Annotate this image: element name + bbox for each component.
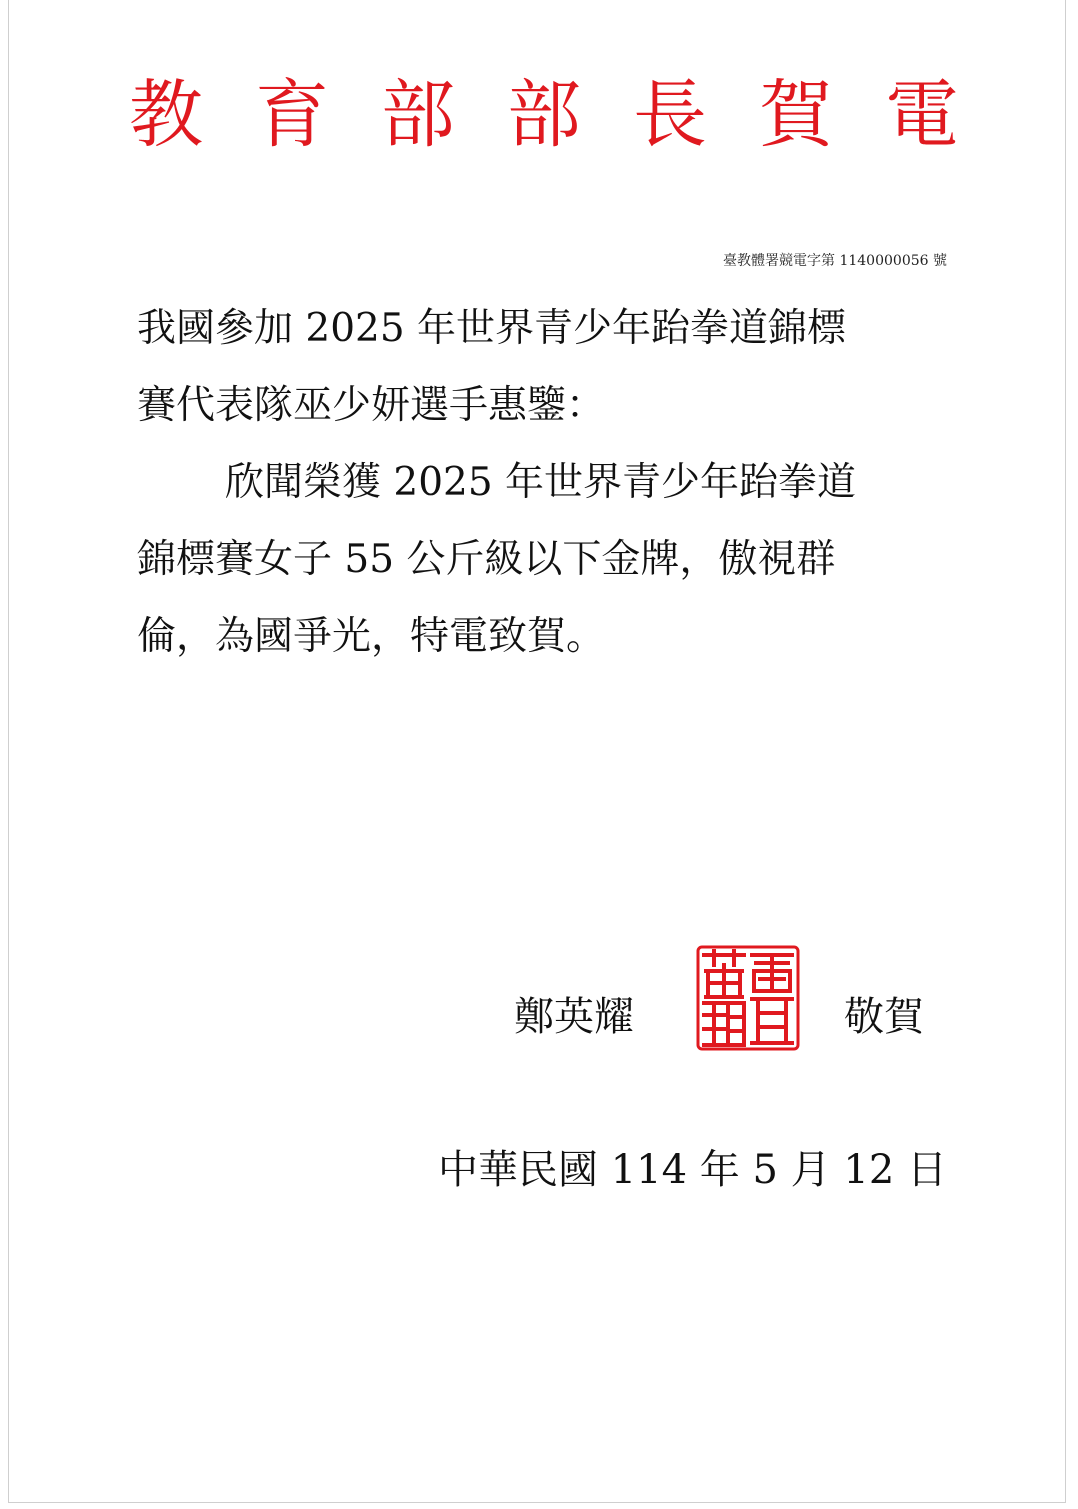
letter-date: 中華民國 114 年 5 月 12 日 [438,1147,947,1193]
official-seal-stamp [694,943,802,1053]
signer-name: 鄭英耀 [514,994,634,1040]
letter-title [129,72,959,158]
document-number: 臺教體署競電字第 1140000056 號 [723,253,947,269]
title-char: 教 [129,72,203,158]
letter-body [137,290,967,675]
body-line-salutation-2: 賽代表隊巫少妍選手惠鑒： [137,383,606,428]
title-char: 長 [633,72,707,158]
body-line-message-3: 倫，為國爭光，特電致賀。 [137,614,606,659]
body-line-message-1: 欣聞榮獲 2025 年世界青少年跆拳道 [225,460,857,505]
title-char: 賀 [759,72,833,158]
body-line-salutation-1: 我國參加 2025 年世界青少年跆拳道錦標 [137,306,847,351]
letter-page [8,0,1066,1503]
title-char: 電 [885,72,959,158]
title-char: 部 [507,72,581,158]
body-line-message-2: 錦標賽女子 55 公斤級以下金牌，傲視群 [137,537,836,582]
title-char: 部 [381,72,455,158]
closing-regards: 敬賀 [844,994,924,1040]
title-char: 育 [255,72,329,158]
